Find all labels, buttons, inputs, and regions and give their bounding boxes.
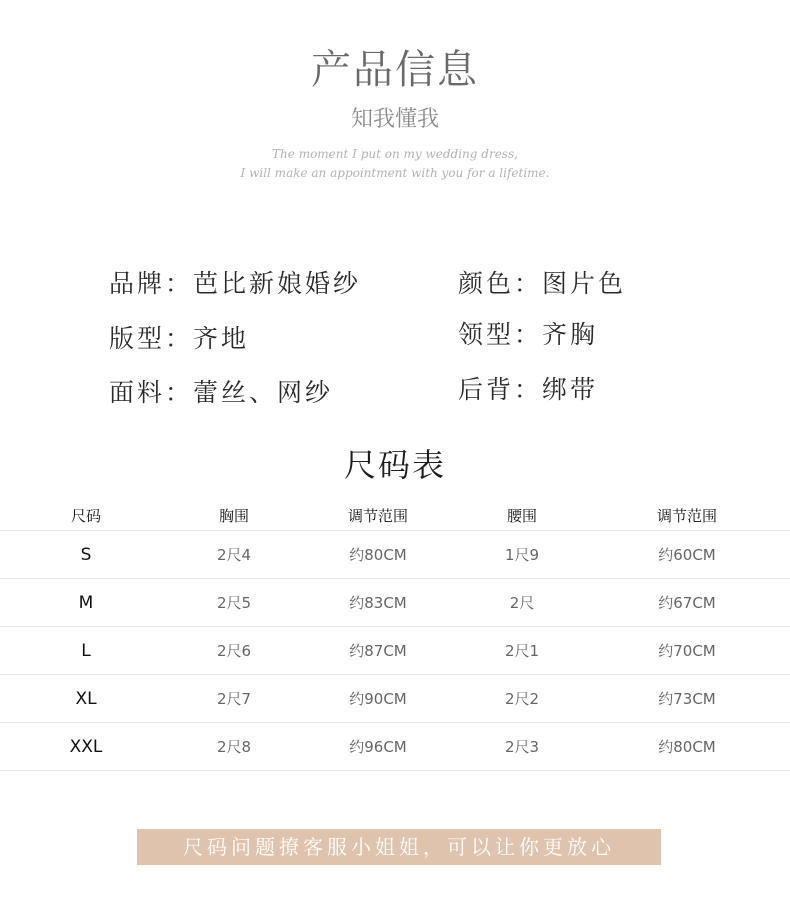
- size-chart-title: 尺码表: [343, 446, 446, 484]
- cell-waist: 2尺3: [460, 723, 584, 771]
- cell-bust-range: 约80CM: [296, 531, 460, 579]
- cell-bust: 2尺4: [172, 531, 296, 579]
- cell-bust: 2尺8: [172, 723, 296, 771]
- cell-waist: 2尺1: [460, 627, 584, 675]
- script-line-1: The moment I put on my wedding dress,: [272, 147, 518, 161]
- table-row: [0, 723, 790, 771]
- cell-bust: 2尺6: [172, 627, 296, 675]
- cell-bust-range: 约87CM: [296, 627, 460, 675]
- script-line-2: I will make an appointment with you for a lifetime.: [240, 166, 550, 180]
- header-size: 尺码: [0, 500, 172, 531]
- info-color: 颜色：图片色: [458, 269, 627, 298]
- cell-waist-range: 约70CM: [584, 627, 790, 675]
- cell-bust: 2尺7: [172, 675, 296, 723]
- cell-waist-range: 约67CM: [584, 579, 790, 627]
- size-table: [0, 500, 790, 771]
- cell-waist-range: 约60CM: [584, 531, 790, 579]
- info-style: 版型：齐地: [109, 324, 250, 353]
- header-bust: 胸围: [172, 500, 296, 531]
- cell-size: L: [0, 627, 172, 675]
- cell-size: XXL: [0, 723, 172, 771]
- table-row: [0, 675, 790, 723]
- info-collar: 领型：齐胸: [458, 320, 599, 349]
- cell-waist-range: 约73CM: [584, 675, 790, 723]
- header-waist: 腰围: [460, 500, 584, 531]
- header-waist-range: 调节范围: [584, 500, 790, 531]
- cell-waist: 2尺: [460, 579, 584, 627]
- header-bust-range: 调节范围: [296, 500, 460, 531]
- cell-size: S: [0, 531, 172, 579]
- customer-service-banner: 尺码问题撩客服小姐姐，可以让你更放心: [137, 829, 661, 865]
- cell-size: XL: [0, 675, 172, 723]
- cell-bust: 2尺5: [172, 579, 296, 627]
- info-brand: 品牌：芭比新娘婚纱: [109, 269, 362, 298]
- page-title: 产品信息: [311, 47, 479, 93]
- info-back: 后背：绑带: [458, 375, 599, 404]
- table-row: [0, 531, 790, 579]
- cell-bust-range: 约90CM: [296, 675, 460, 723]
- info-fabric: 面料：蕾丝、网纱: [109, 378, 334, 407]
- table-header-row: [0, 500, 790, 531]
- cell-waist-range: 约80CM: [584, 723, 790, 771]
- page-subtitle: 知我懂我: [350, 107, 439, 132]
- cell-bust-range: 约96CM: [296, 723, 460, 771]
- table-row: [0, 627, 790, 675]
- cell-waist: 1尺9: [460, 531, 584, 579]
- cell-size: M: [0, 579, 172, 627]
- cell-waist: 2尺2: [460, 675, 584, 723]
- table-row: [0, 579, 790, 627]
- cell-bust-range: 约83CM: [296, 579, 460, 627]
